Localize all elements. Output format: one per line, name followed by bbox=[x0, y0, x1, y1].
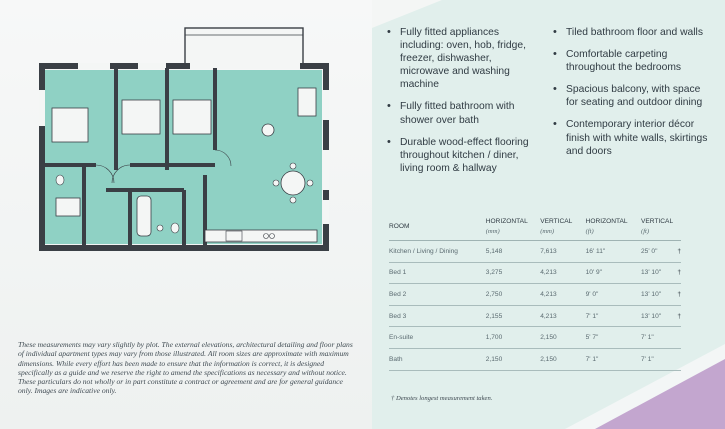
room-dimensions-table bbox=[389, 214, 681, 371]
feature-item: • Fully fitted bathroom with shower over bath bbox=[386, 100, 536, 126]
cell-h-ft: 10' 9" bbox=[586, 262, 641, 284]
cell-h-ft: 7' 1" bbox=[586, 305, 641, 327]
cell-mark: † bbox=[673, 305, 681, 327]
cell-mark: † bbox=[673, 241, 681, 263]
table-row bbox=[389, 262, 681, 284]
cell-h-ft: 7' 1" bbox=[586, 348, 641, 370]
bed-3 bbox=[173, 100, 211, 134]
disclaimer-text: These measurements may vary slightly by plot. The external elevations, architectural detailing and floor plans of individual apartment types may vary from those illustrated. All room sizes are approximate with maximum dimensions. While every effort has been made to ensure that the information is correct, it is designed specifically as a guide and we reserve the right to amend the specifications as necessary and without notice. These particulars do not wholly or in part constitute a contract or agreement and are for general guidance only. Images are indicative only. bbox=[18, 340, 353, 396]
sofa bbox=[298, 88, 316, 116]
header-horizontal-mm bbox=[486, 214, 540, 241]
header-label: VERTICAL bbox=[540, 218, 573, 225]
cell-room: Kitchen / Living / Dining bbox=[389, 241, 486, 263]
cell-v-ft: 25' 0" bbox=[641, 241, 673, 263]
feature-item: • Spacious balcony, with space for seating and outdoor dining bbox=[552, 83, 712, 109]
table-footnote: † Denotes longest measurement taken. bbox=[391, 395, 493, 402]
header-unit: (ft) bbox=[585, 228, 594, 235]
floor-plan bbox=[0, 0, 372, 330]
cell-h-ft: 5' 7" bbox=[586, 327, 641, 349]
cell-room: Bed 3 bbox=[389, 305, 486, 327]
cell-mark: † bbox=[673, 262, 681, 284]
cell-h-ft: 9' 0" bbox=[586, 284, 641, 306]
header-vertical-ft bbox=[641, 214, 673, 241]
cell-v-mm: 2,150 bbox=[540, 327, 585, 349]
corner-triangle bbox=[372, 0, 442, 28]
feature-item: • Contemporary interior décor finish with white walls, skirtings and doors bbox=[552, 118, 712, 157]
en-suite-shower bbox=[56, 198, 80, 216]
header-unit: (mm) bbox=[540, 228, 555, 235]
bath-tub bbox=[137, 196, 151, 236]
feature-item: • Fully fitted appliances including: oven, hob, fridge, freezer, dishwasher, microwave and washing machine bbox=[386, 26, 536, 91]
cell-mark bbox=[673, 348, 681, 370]
cell-v-mm: 2,150 bbox=[540, 348, 585, 370]
cell-h-mm: 2,750 bbox=[486, 284, 540, 306]
cell-h-ft: 16' 11" bbox=[586, 241, 641, 263]
kitchen-counter bbox=[205, 230, 317, 242]
table-row bbox=[389, 284, 681, 306]
cell-room: Bed 2 bbox=[389, 284, 486, 306]
header-vertical-mm bbox=[540, 214, 585, 241]
cell-v-ft: 7' 1" bbox=[641, 348, 673, 370]
feature-item: • Comfortable carpeting throughout the bedrooms bbox=[552, 48, 712, 74]
cell-h-mm: 3,275 bbox=[486, 262, 540, 284]
bed-1 bbox=[52, 108, 88, 142]
cell-v-mm: 7,613 bbox=[540, 241, 585, 263]
header-horizontal-ft bbox=[586, 214, 641, 241]
header-room: ROOM bbox=[389, 214, 486, 241]
cell-v-mm: 4,213 bbox=[540, 262, 585, 284]
header-mark bbox=[673, 214, 681, 241]
table-row bbox=[389, 348, 681, 370]
side-table bbox=[262, 124, 274, 136]
cell-room: Bath bbox=[389, 348, 486, 370]
features-column-1 bbox=[386, 26, 536, 184]
cell-v-ft: 7' 1" bbox=[641, 327, 673, 349]
cell-room: Bed 1 bbox=[389, 262, 486, 284]
cell-h-mm: 2,155 bbox=[486, 305, 540, 327]
cell-room: En-suite bbox=[389, 327, 486, 349]
table-row bbox=[389, 241, 681, 263]
cell-v-mm: 4,213 bbox=[540, 284, 585, 306]
cell-h-mm: 1,700 bbox=[486, 327, 540, 349]
header-label: HORIZONTAL bbox=[485, 218, 528, 225]
cell-mark bbox=[673, 327, 681, 349]
header-label: VERTICAL bbox=[641, 218, 674, 225]
cell-v-ft: 13' 10" bbox=[641, 284, 673, 306]
cell-v-ft: 13' 10" bbox=[641, 262, 673, 284]
dining-table bbox=[281, 171, 305, 195]
header-unit: (mm) bbox=[485, 228, 500, 235]
cell-v-mm: 4,213 bbox=[540, 305, 585, 327]
cell-mark: † bbox=[673, 284, 681, 306]
table-header-row bbox=[389, 214, 681, 241]
feature-item: • Tiled bathroom floor and walls bbox=[552, 26, 712, 39]
cell-h-mm: 5,148 bbox=[486, 241, 540, 263]
cell-v-ft: 13' 10" bbox=[641, 305, 673, 327]
bed-2 bbox=[122, 100, 160, 134]
header-label: HORIZONTAL bbox=[585, 218, 628, 225]
feature-item: • Durable wood-effect flooring throughout kitchen / diner, living room & hallway bbox=[386, 136, 536, 175]
header-unit: (ft) bbox=[641, 228, 650, 235]
cell-h-mm: 2,150 bbox=[486, 348, 540, 370]
table-row bbox=[389, 327, 681, 349]
balcony bbox=[185, 28, 303, 68]
toilet bbox=[56, 175, 64, 185]
features-column-2 bbox=[552, 26, 712, 167]
table-row bbox=[389, 305, 681, 327]
